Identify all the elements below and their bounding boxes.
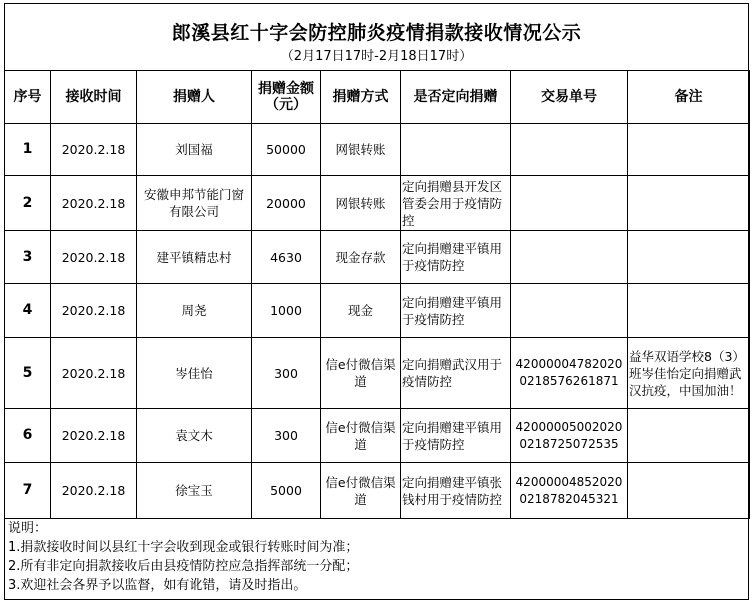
table-row bbox=[5, 338, 750, 409]
cell-remark bbox=[628, 124, 750, 176]
cell-directed: 定向捐赠建平镇用于疫情防控 bbox=[401, 409, 511, 463]
cell-donor: 岑佳怡 bbox=[137, 338, 252, 409]
header-method: 捐赠方式 bbox=[321, 71, 401, 124]
cell-directed: 定向捐赠建平镇用于疫情防控 bbox=[401, 284, 511, 338]
header-txn: 交易单号 bbox=[511, 71, 628, 124]
cell-time: 2020.2.18 bbox=[51, 176, 137, 231]
cell-time: 2020.2.18 bbox=[51, 124, 137, 176]
cell-txn bbox=[511, 231, 628, 284]
cell-donor: 刘国福 bbox=[137, 124, 252, 176]
cell-remark bbox=[628, 409, 750, 463]
cell-donor: 徐宝玉 bbox=[137, 463, 252, 519]
cell-seq: 7 bbox=[5, 463, 51, 519]
header-row bbox=[5, 71, 750, 124]
header-directed: 是否定向捐赠 bbox=[401, 71, 511, 124]
cell-amount: 4630 bbox=[252, 231, 321, 284]
cell-donor: 袁文木 bbox=[137, 409, 252, 463]
title-block bbox=[4, 3, 749, 71]
cell-time: 2020.2.18 bbox=[51, 338, 137, 409]
cell-method: 网银转账 bbox=[321, 176, 401, 231]
table-row bbox=[5, 124, 750, 176]
cell-seq: 5 bbox=[5, 338, 51, 409]
header-time: 接收时间 bbox=[51, 71, 137, 124]
cell-amount: 20000 bbox=[252, 176, 321, 231]
note-item: 2.所有非定向捐款接收后由县疫情防控应急指挥部统一分配； bbox=[8, 559, 359, 574]
header-amount: 捐赠金额（元） bbox=[252, 71, 321, 124]
cell-seq: 3 bbox=[5, 231, 51, 284]
cell-seq: 2 bbox=[5, 176, 51, 231]
cell-txn bbox=[511, 124, 628, 176]
cell-donor: 周尧 bbox=[137, 284, 252, 338]
cell-remark bbox=[628, 176, 750, 231]
cell-amount: 5000 bbox=[252, 463, 321, 519]
donation-table bbox=[4, 70, 750, 519]
notes-section bbox=[4, 518, 749, 600]
cell-method: 信e付微信渠道 bbox=[321, 338, 401, 409]
cell-method: 网银转账 bbox=[321, 124, 401, 176]
cell-time: 2020.2.18 bbox=[51, 463, 137, 519]
note-item: 3.欢迎社会各界予以监督，如有讹错，请及时指出。 bbox=[8, 578, 307, 593]
table-row bbox=[5, 284, 750, 338]
cell-seq: 6 bbox=[5, 409, 51, 463]
cell-donor: 建平镇精忠村 bbox=[137, 231, 252, 284]
page-subtitle: （2月17日17时-2月18日17时） bbox=[280, 49, 473, 64]
cell-txn bbox=[511, 284, 628, 338]
cell-time: 2020.2.18 bbox=[51, 409, 137, 463]
cell-directed: 定向捐赠武汉用于疫情防控 bbox=[401, 338, 511, 409]
cell-method: 信e付微信渠道 bbox=[321, 463, 401, 519]
table-row bbox=[5, 463, 750, 519]
cell-method: 信e付微信渠道 bbox=[321, 409, 401, 463]
header-seq: 序号 bbox=[5, 71, 51, 124]
cell-method: 现金 bbox=[321, 284, 401, 338]
cell-donor: 安徽申邦节能门窗有限公司 bbox=[137, 176, 252, 231]
cell-directed: 定向捐赠县开发区管委会用于疫情防控 bbox=[401, 176, 511, 231]
notes-heading: 说明： bbox=[8, 521, 48, 536]
cell-remark: 益华双语学校8（3）班岑佳怡定向捐赠武汉抗疫，中国加油！ bbox=[628, 338, 750, 409]
cell-txn bbox=[511, 176, 628, 231]
note-item: 1.捐款接收时间以县红十字会收到现金或银行转账时间为准； bbox=[8, 540, 359, 555]
table-row bbox=[5, 176, 750, 231]
header-remark: 备注 bbox=[628, 71, 750, 124]
cell-amount: 50000 bbox=[252, 124, 321, 176]
cell-remark bbox=[628, 231, 750, 284]
cell-directed: 定向捐赠建平镇用于疫情防控 bbox=[401, 231, 511, 284]
cell-time: 2020.2.18 bbox=[51, 231, 137, 284]
header-donor: 捐赠人 bbox=[137, 71, 252, 124]
cell-amount: 300 bbox=[252, 338, 321, 409]
cell-remark bbox=[628, 284, 750, 338]
cell-txn: 420000050020200218725072535 bbox=[511, 409, 628, 463]
table-row bbox=[5, 231, 750, 284]
cell-amount: 300 bbox=[252, 409, 321, 463]
cell-directed bbox=[401, 124, 511, 176]
cell-remark bbox=[628, 463, 750, 519]
cell-amount: 1000 bbox=[252, 284, 321, 338]
cell-seq: 1 bbox=[5, 124, 51, 176]
cell-time: 2020.2.18 bbox=[51, 284, 137, 338]
cell-seq: 4 bbox=[5, 284, 51, 338]
cell-directed: 定向捐赠建平镇张钱村用于疫情防控 bbox=[401, 463, 511, 519]
cell-txn: 420000048520200218782045321 bbox=[511, 463, 628, 519]
page-title: 郎溪县红十字会防控肺炎疫情捐款接收情况公示 bbox=[171, 22, 582, 44]
cell-method: 现金存款 bbox=[321, 231, 401, 284]
table-row bbox=[5, 409, 750, 463]
cell-txn: 420000047820200218576261871 bbox=[511, 338, 628, 409]
